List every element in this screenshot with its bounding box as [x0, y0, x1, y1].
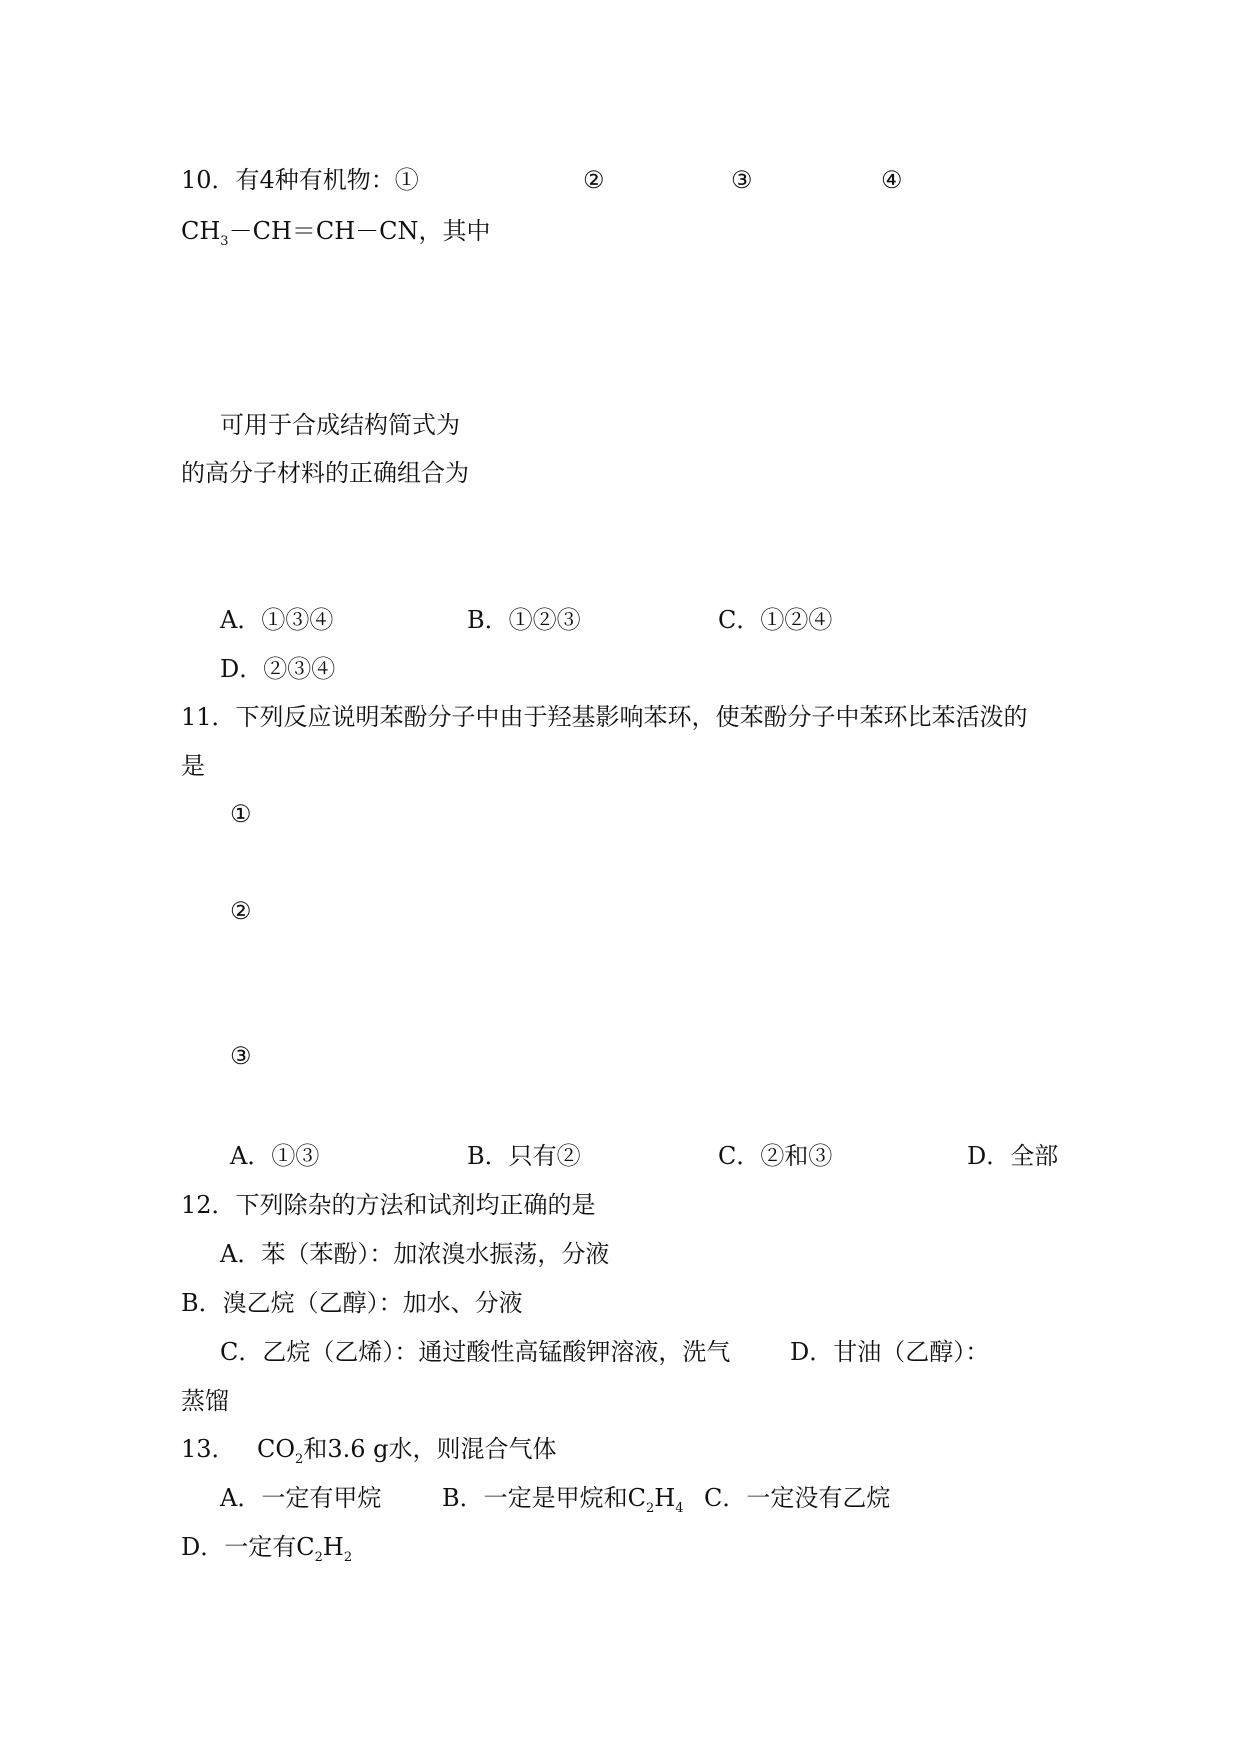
q10-option-a: A．①③④ — [220, 606, 334, 634]
q10-marker-2: ② — [583, 166, 605, 194]
q12-option-d-cont: 蒸馏 — [181, 1387, 229, 1415]
q11-option-d: D．全部 — [967, 1142, 1059, 1170]
formula-sub: 3 — [220, 234, 229, 249]
q13-option-b — [442, 1486, 684, 1515]
q13-stem-pre: CO — [257, 1435, 296, 1463]
q11-reaction-1: ① — [230, 800, 252, 828]
q10-marker-3: ③ — [731, 166, 753, 194]
q12-option-d: D．甘油（乙醇）： — [790, 1338, 990, 1366]
formula-post: －CH＝CH－CN，其中 — [228, 217, 491, 245]
q10-option-d: D．②③④ — [220, 655, 336, 683]
q13-stem — [257, 1437, 557, 1466]
formula-pre: CH — [181, 217, 221, 245]
q11-reaction-2: ② — [230, 897, 252, 925]
q12-option-c: C．乙烷（乙烯）：通过酸性高锰酸钾溶液，洗气 — [220, 1338, 731, 1366]
q11-stem-cont: 是 — [181, 752, 205, 780]
q13-b-pre: B．一定是甲烷和C — [442, 1484, 646, 1512]
q11-option-b: B．只有② — [467, 1142, 581, 1170]
q13-d-mid: H — [322, 1533, 344, 1561]
q10-option-c: C．①②④ — [718, 606, 833, 634]
q13-b-sub2: 4 — [675, 1501, 684, 1516]
q10-formula-line — [181, 219, 491, 248]
q10-marker-4: ④ — [881, 166, 903, 194]
q13-number: 13． — [181, 1435, 236, 1463]
q13-b-sub1: 2 — [646, 1501, 655, 1516]
q11-option-c: C．②和③ — [718, 1142, 833, 1170]
q12-option-b: B．溴乙烷（乙醇）：加水、分液 — [181, 1289, 523, 1317]
q13-option-d — [181, 1535, 352, 1564]
q13-option-a: A．一定有甲烷 — [220, 1484, 382, 1512]
q10-option-b: B．①②③ — [467, 606, 581, 634]
q13-stem-sub: 2 — [295, 1452, 304, 1467]
q10-line3: 可用于合成结构简式为 — [220, 411, 460, 439]
q10-stem: 10．有4种有机物：① — [181, 166, 419, 194]
q13-stem-post: 和3.6 g水，则混合气体 — [303, 1435, 557, 1463]
q12-stem: 12．下列除杂的方法和试剂均正确的是 — [181, 1191, 596, 1219]
q11-reaction-3: ③ — [230, 1042, 252, 1070]
q13-d-sub1: 2 — [314, 1550, 323, 1565]
q13-option-c: C．一定没有乙烷 — [704, 1484, 891, 1512]
q13-d-pre: D．一定有C — [181, 1533, 315, 1561]
q12-option-a: A．苯（苯酚）：加浓溴水振荡，分液 — [220, 1240, 610, 1268]
q11-option-a: A．①③ — [230, 1142, 320, 1170]
q13-d-sub2: 2 — [343, 1550, 353, 1565]
q10-line4: 的高分子材料的正确组合为 — [181, 459, 469, 487]
q11-stem: 11．下列反应说明苯酚分子中由于羟基影响苯环，使苯酚分子中苯环比苯活泼的 — [181, 703, 1028, 731]
q13-b-mid: H — [654, 1484, 676, 1512]
